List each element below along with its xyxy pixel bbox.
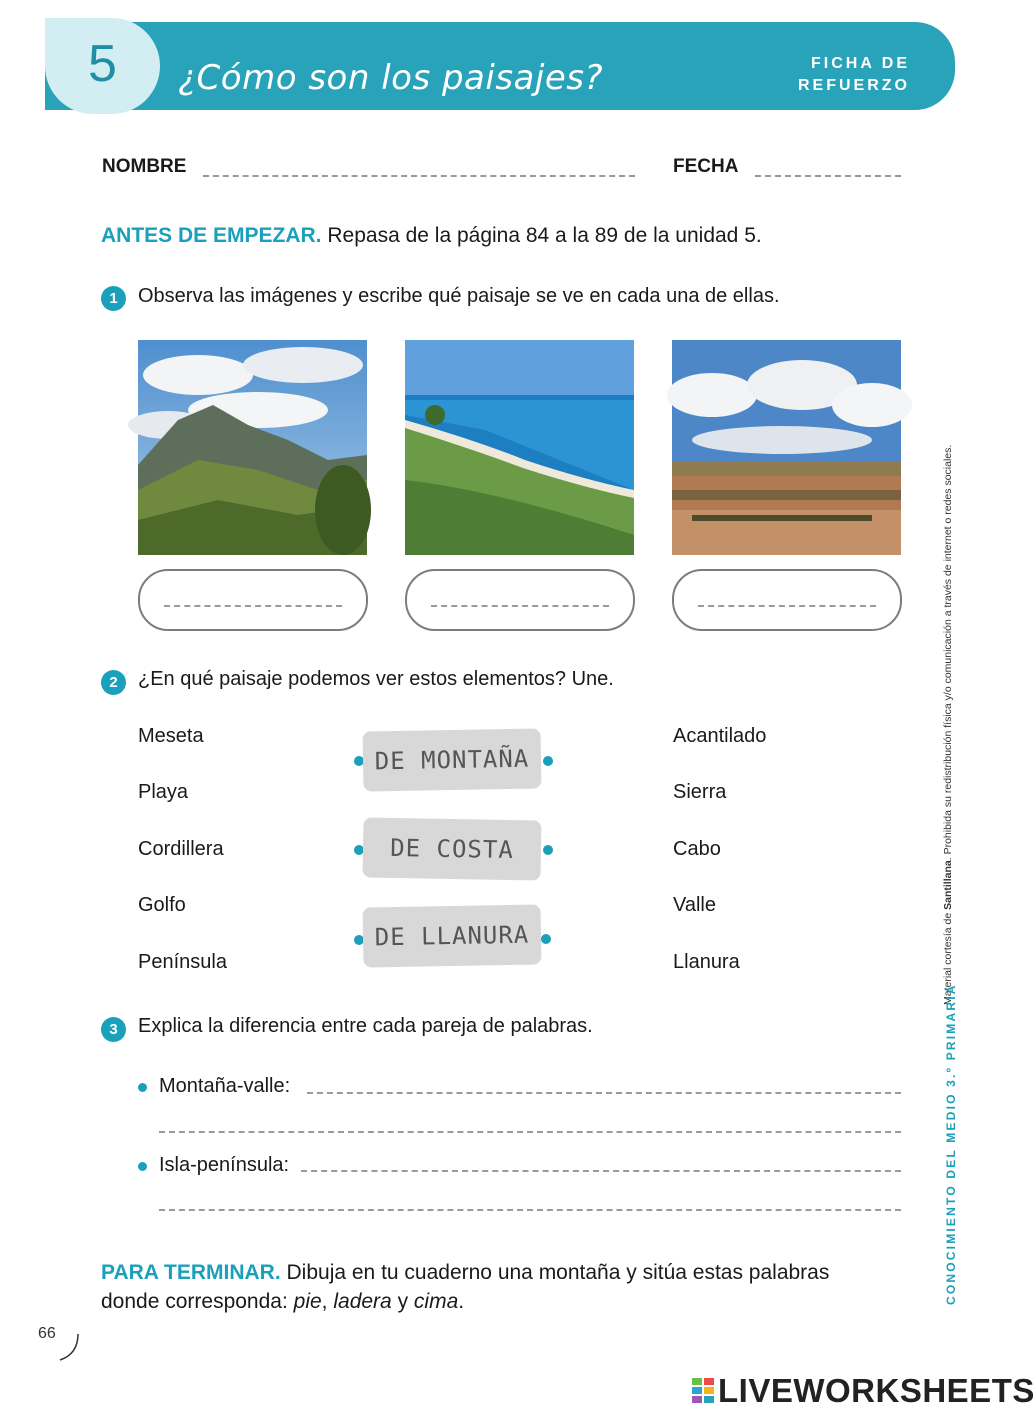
separator: . (458, 1290, 465, 1313)
category-mountain: DE MONTAÑA (362, 728, 541, 791)
plain-photo (672, 340, 901, 555)
match-dot-right[interactable] (543, 756, 553, 766)
sheet-type (760, 53, 910, 97)
page-corner-icon (58, 1332, 82, 1362)
exercise-3-instruction: Explica la diferencia entre cada pareja de palabras. (138, 1015, 593, 1037)
sheet-type-line2: REFUERZO (798, 77, 910, 94)
closing (101, 1258, 881, 1316)
left-word[interactable]: Cordillera (138, 838, 224, 860)
page-title: ¿Cómo son los paisajes? (178, 58, 603, 98)
match-dot-right[interactable] (543, 845, 553, 855)
left-word[interactable]: Playa (138, 781, 189, 803)
answer-box-2[interactable] (405, 569, 635, 631)
answer-line (164, 605, 342, 607)
exercise-3-number: 3 (101, 1017, 126, 1042)
right-word[interactable]: Valle (673, 894, 716, 916)
unit-number: 5 (88, 35, 117, 93)
name-field[interactable] (203, 175, 635, 177)
closing-text: Dibuja en tu cuaderno una montaña y sitúa estas palabras (280, 1261, 830, 1284)
separator: , (321, 1290, 334, 1313)
course-label: CONOCIMIENTO DEL MEDIO 3.º PRIMARIA (944, 983, 958, 1305)
copyright-brand: Santillana (942, 860, 954, 910)
mountain-photo (138, 340, 367, 555)
bullet (138, 1083, 147, 1092)
exercise-1-instruction: Observa las imágenes y escribe qué paisaje se ve en cada una de ellas. (138, 285, 780, 307)
intro-highlight: ANTES DE EMPEZAR. (101, 224, 322, 247)
category-plain: DE LLANURA (362, 904, 541, 967)
liveworksheets-logo: LIVEWORKSHEETS (718, 1372, 1035, 1409)
right-word[interactable]: Cabo (673, 838, 721, 860)
name-label: NOMBRE (102, 156, 187, 177)
pair-label: Isla-península: (159, 1154, 290, 1176)
answer-line[interactable] (159, 1131, 901, 1133)
closing-text-2: donde corresponda: (101, 1290, 294, 1313)
match-dot-right[interactable] (541, 934, 551, 944)
copyright-note (942, 445, 954, 1005)
answer-line[interactable] (301, 1170, 901, 1172)
copyright-suffix: . Prohibida su redistribución física y/o comunicación a través de internet o redes sociales. (942, 444, 954, 861)
closing-highlight: PARA TERMINAR. (101, 1261, 281, 1284)
answer-box-3[interactable] (672, 569, 902, 631)
exercise-2-instruction: ¿En qué paisaje podemos ver estos elementos? Une. (138, 668, 614, 690)
copyright-prefix: Material cortesía de (942, 909, 954, 1005)
intro (101, 224, 762, 248)
answer-line[interactable] (307, 1092, 901, 1094)
exercise-2-number: 2 (101, 670, 126, 695)
date-field[interactable] (755, 175, 901, 177)
answer-line (698, 605, 876, 607)
date-label: FECHA (673, 156, 739, 177)
answer-box-1[interactable] (138, 569, 368, 631)
page-number: 66 (38, 1325, 56, 1342)
right-word[interactable]: Acantilado (673, 725, 767, 747)
intro-text: Repasa de la página 84 a la 89 de la unidad 5. (321, 224, 762, 247)
left-word[interactable]: Península (138, 951, 227, 973)
word-pie: pie (293, 1290, 322, 1313)
category-coast: DE COSTA (362, 817, 541, 880)
answer-line (431, 605, 609, 607)
right-word[interactable]: Llanura (673, 951, 740, 973)
liveworksheets-logo-icon (692, 1378, 714, 1404)
pair-label: Montaña-valle: (159, 1075, 291, 1097)
left-word[interactable]: Meseta (138, 725, 204, 747)
coast-photo (405, 340, 634, 555)
answer-line[interactable] (159, 1209, 901, 1211)
separator: y (391, 1290, 414, 1313)
exercise-1-number: 1 (101, 286, 126, 311)
bullet (138, 1162, 147, 1171)
sheet-type-line1: FICHA DE (811, 55, 910, 72)
word-cima: cima (413, 1290, 459, 1313)
left-word[interactable]: Golfo (138, 894, 186, 916)
right-word[interactable]: Sierra (673, 781, 727, 803)
word-ladera: ladera (333, 1290, 392, 1313)
